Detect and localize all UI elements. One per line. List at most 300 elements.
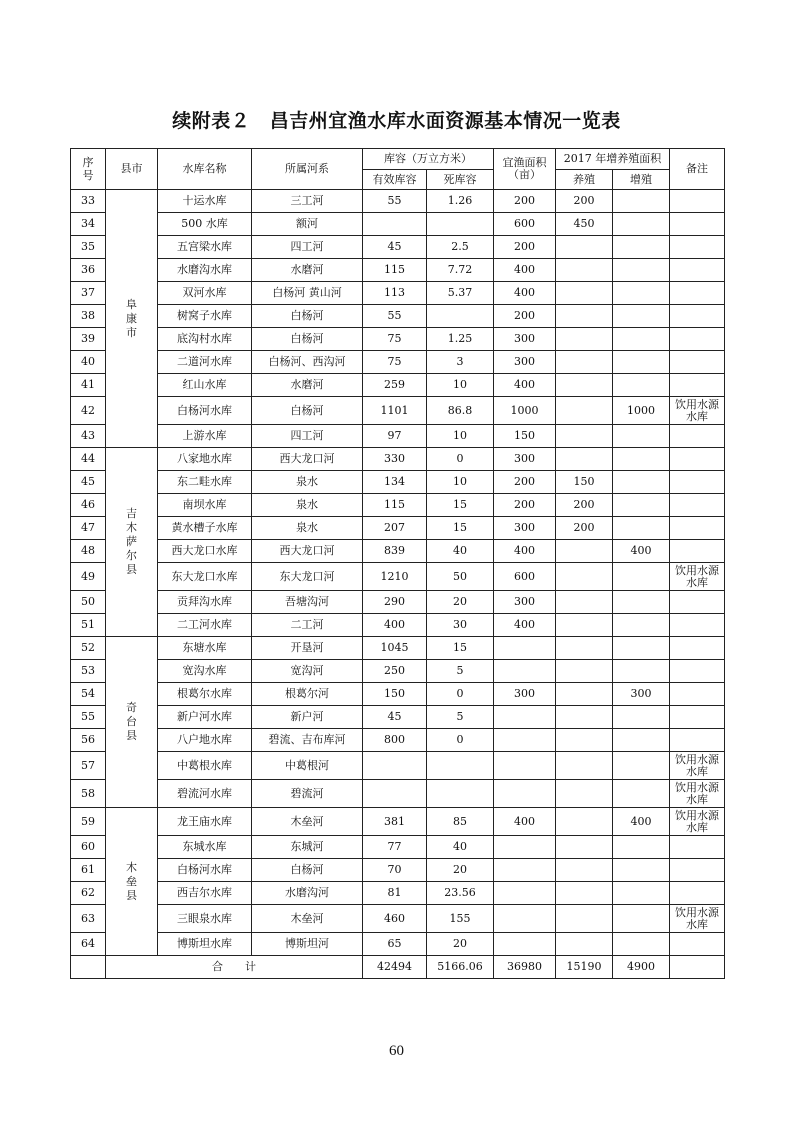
- header-reservoir: 水库名称: [158, 149, 252, 190]
- river-cell: 白杨河、西沟河: [252, 351, 363, 374]
- effective-capacity-cell: 97: [363, 425, 427, 448]
- fishery-area-cell: 600: [494, 563, 556, 591]
- reservoir-name-cell: 白杨河水库: [158, 859, 252, 882]
- culture-area-cell: [556, 752, 613, 780]
- culture-area-cell: 200: [556, 190, 613, 213]
- reservoir-name-cell: 三眼泉水库: [158, 905, 252, 933]
- reservoir-name-cell: 白杨河水库: [158, 397, 252, 425]
- dead-capacity-cell: 20: [427, 859, 494, 882]
- river-cell: 额河: [252, 213, 363, 236]
- effective-capacity-cell: 250: [363, 660, 427, 683]
- note-cell: 饮用水源水库: [670, 563, 725, 591]
- reservoir-name-cell: 500 水库: [158, 213, 252, 236]
- effective-capacity-cell: 1045: [363, 637, 427, 660]
- seq-cell: 48: [71, 540, 106, 563]
- total-area-cell: 36980: [494, 956, 556, 979]
- river-cell: 水磨沟河: [252, 882, 363, 905]
- effective-capacity-cell: 150: [363, 683, 427, 706]
- fishery-area-cell: 150: [494, 425, 556, 448]
- fishery-area-cell: 400: [494, 540, 556, 563]
- effective-capacity-cell: 1101: [363, 397, 427, 425]
- stocking-area-cell: [613, 882, 670, 905]
- culture-area-cell: [556, 540, 613, 563]
- dead-capacity-cell: 85: [427, 808, 494, 836]
- dead-capacity-cell: [427, 752, 494, 780]
- culture-area-cell: [556, 933, 613, 956]
- river-cell: 四工河: [252, 425, 363, 448]
- seq-cell: 61: [71, 859, 106, 882]
- culture-area-cell: [556, 374, 613, 397]
- stocking-area-cell: [613, 448, 670, 471]
- stocking-area-cell: [613, 471, 670, 494]
- seq-cell: 36: [71, 259, 106, 282]
- note-cell: [670, 374, 725, 397]
- seq-cell: 62: [71, 882, 106, 905]
- seq-cell: 49: [71, 563, 106, 591]
- effective-capacity-cell: 460: [363, 905, 427, 933]
- reservoir-name-cell: 东大龙口水库: [158, 563, 252, 591]
- table-row: [71, 563, 725, 591]
- dead-capacity-cell: 10: [427, 425, 494, 448]
- fishery-area-cell: [494, 729, 556, 752]
- table-row: [71, 660, 725, 683]
- stocking-area-cell: [613, 494, 670, 517]
- culture-area-cell: [556, 236, 613, 259]
- fishery-area-cell: [494, 660, 556, 683]
- reservoir-name-cell: 宽沟水库: [158, 660, 252, 683]
- river-cell: 水磨河: [252, 374, 363, 397]
- river-cell: 碧流、吉布库河: [252, 729, 363, 752]
- culture-area-cell: [556, 563, 613, 591]
- header-effective: 有效库容: [363, 170, 427, 190]
- culture-area-cell: [556, 836, 613, 859]
- dead-capacity-cell: 20: [427, 591, 494, 614]
- river-cell: 四工河: [252, 236, 363, 259]
- note-cell: [670, 706, 725, 729]
- effective-capacity-cell: 1210: [363, 563, 427, 591]
- header-capacity: 库容（万立方米）: [363, 149, 494, 170]
- fishery-area-cell: 300: [494, 591, 556, 614]
- culture-area-cell: [556, 808, 613, 836]
- note-cell: [670, 282, 725, 305]
- note-cell: [670, 448, 725, 471]
- reservoir-name-cell: 中葛根水库: [158, 752, 252, 780]
- seq-cell: 57: [71, 752, 106, 780]
- river-cell: 根葛尔河: [252, 683, 363, 706]
- fishery-area-cell: 1000: [494, 397, 556, 425]
- effective-capacity-cell: 77: [363, 836, 427, 859]
- total-label-cell: 合 计: [106, 956, 363, 979]
- culture-area-cell: [556, 905, 613, 933]
- stocking-area-cell: [613, 374, 670, 397]
- fishery-area-cell: [494, 836, 556, 859]
- table-row: [71, 905, 725, 933]
- dead-capacity-cell: 155: [427, 905, 494, 933]
- river-cell: 木垒河: [252, 808, 363, 836]
- note-cell: [670, 517, 725, 540]
- note-cell: [670, 259, 725, 282]
- note-cell: [670, 236, 725, 259]
- table-row: [71, 882, 725, 905]
- note-cell: [670, 305, 725, 328]
- table-row: [71, 236, 725, 259]
- culture-area-cell: [556, 683, 613, 706]
- stocking-area-cell: [613, 213, 670, 236]
- reservoir-name-cell: 龙王庙水库: [158, 808, 252, 836]
- river-cell: 三工河: [252, 190, 363, 213]
- header-seq: 序号: [71, 149, 106, 190]
- effective-capacity-cell: 75: [363, 328, 427, 351]
- total-row: [71, 956, 725, 979]
- effective-capacity-cell: 800: [363, 729, 427, 752]
- fishery-area-cell: [494, 780, 556, 808]
- culture-area-cell: [556, 614, 613, 637]
- dead-capacity-cell: 20: [427, 933, 494, 956]
- reservoir-name-cell: 双河水库: [158, 282, 252, 305]
- dead-capacity-cell: 15: [427, 637, 494, 660]
- effective-capacity-cell: 55: [363, 190, 427, 213]
- effective-capacity-cell: [363, 213, 427, 236]
- header-dead: 死库容: [427, 170, 494, 190]
- note-cell: [670, 540, 725, 563]
- seq-cell: 41: [71, 374, 106, 397]
- table-row: [71, 836, 725, 859]
- reservoir-name-cell: 底沟村水库: [158, 328, 252, 351]
- river-cell: 西大龙口河: [252, 448, 363, 471]
- culture-area-cell: [556, 448, 613, 471]
- reservoir-name-cell: 十运水库: [158, 190, 252, 213]
- table-row: [71, 374, 725, 397]
- stocking-area-cell: 400: [613, 540, 670, 563]
- river-cell: 水磨河: [252, 259, 363, 282]
- note-cell: [670, 591, 725, 614]
- total-dead-cell: 5166.06: [427, 956, 494, 979]
- dead-capacity-cell: 30: [427, 614, 494, 637]
- culture-area-cell: [556, 328, 613, 351]
- table-row: [71, 494, 725, 517]
- seq-cell: 40: [71, 351, 106, 374]
- reservoir-name-cell: 东二畦水库: [158, 471, 252, 494]
- river-cell: 木垒河: [252, 905, 363, 933]
- note-cell: [670, 425, 725, 448]
- fishery-area-cell: 200: [494, 471, 556, 494]
- reservoir-name-cell: 八户地水库: [158, 729, 252, 752]
- river-cell: 白杨河 黄山河: [252, 282, 363, 305]
- table-row: [71, 591, 725, 614]
- note-cell: [670, 190, 725, 213]
- fishery-area-cell: 400: [494, 808, 556, 836]
- river-cell: 开垦河: [252, 637, 363, 660]
- reservoir-name-cell: 水磨沟水库: [158, 259, 252, 282]
- reservoir-name-cell: 新户河水库: [158, 706, 252, 729]
- note-cell: [670, 882, 725, 905]
- effective-capacity-cell: 45: [363, 706, 427, 729]
- note-cell: [670, 637, 725, 660]
- culture-area-cell: [556, 259, 613, 282]
- reservoir-name-cell: 根葛尔水库: [158, 683, 252, 706]
- table-row: [71, 637, 725, 660]
- culture-area-cell: [556, 729, 613, 752]
- culture-area-cell: [556, 305, 613, 328]
- dead-capacity-cell: 0: [427, 448, 494, 471]
- seq-cell: 50: [71, 591, 106, 614]
- effective-capacity-cell: 381: [363, 808, 427, 836]
- stocking-area-cell: [613, 305, 670, 328]
- culture-area-cell: [556, 706, 613, 729]
- seq-cell: 46: [71, 494, 106, 517]
- dead-capacity-cell: 5: [427, 660, 494, 683]
- note-cell: [670, 859, 725, 882]
- note-cell: [670, 351, 725, 374]
- note-cell: [670, 836, 725, 859]
- note-cell: [670, 213, 725, 236]
- stocking-area-cell: [613, 563, 670, 591]
- dead-capacity-cell: 2.5: [427, 236, 494, 259]
- table-row: [71, 706, 725, 729]
- stocking-area-cell: [613, 591, 670, 614]
- stocking-area-cell: [613, 859, 670, 882]
- fishery-area-cell: 400: [494, 259, 556, 282]
- fishery-area-cell: [494, 905, 556, 933]
- reservoir-name-cell: 贡拜沟水库: [158, 591, 252, 614]
- dead-capacity-cell: 15: [427, 494, 494, 517]
- fishery-area-cell: 400: [494, 374, 556, 397]
- total-seq-cell: [71, 956, 106, 979]
- table-row: [71, 397, 725, 425]
- culture-area-cell: [556, 660, 613, 683]
- header-river: 所属河系: [252, 149, 363, 190]
- reservoir-table: [70, 148, 725, 979]
- seq-cell: 56: [71, 729, 106, 752]
- culture-area-cell: [556, 637, 613, 660]
- effective-capacity-cell: 55: [363, 305, 427, 328]
- note-cell: 饮用水源水库: [670, 808, 725, 836]
- stocking-area-cell: [613, 752, 670, 780]
- stocking-area-cell: [613, 190, 670, 213]
- dead-capacity-cell: 5: [427, 706, 494, 729]
- table-row: [71, 859, 725, 882]
- dead-capacity-cell: 40: [427, 836, 494, 859]
- fishery-area-cell: [494, 706, 556, 729]
- effective-capacity-cell: 45: [363, 236, 427, 259]
- note-cell: [670, 614, 725, 637]
- reservoir-name-cell: 五宫梁水库: [158, 236, 252, 259]
- total-culture-cell: 15190: [556, 956, 613, 979]
- note-cell: [670, 933, 725, 956]
- river-cell: 东城河: [252, 836, 363, 859]
- dead-capacity-cell: 50: [427, 563, 494, 591]
- stocking-area-cell: [613, 905, 670, 933]
- dead-capacity-cell: [427, 305, 494, 328]
- dead-capacity-cell: 15: [427, 517, 494, 540]
- effective-capacity-cell: 839: [363, 540, 427, 563]
- county-cell: [106, 190, 158, 448]
- table-title: 续附表２ 昌吉州宜渔水库水面资源基本情况一览表: [172, 110, 621, 132]
- total-effective-cell: 42494: [363, 956, 427, 979]
- table-row: [71, 517, 725, 540]
- dead-capacity-cell: 0: [427, 729, 494, 752]
- seq-cell: 45: [71, 471, 106, 494]
- fishery-area-cell: 300: [494, 683, 556, 706]
- reservoir-name-cell: 碧流河水库: [158, 780, 252, 808]
- seq-cell: 43: [71, 425, 106, 448]
- header-increase: 2017 年增养殖面积: [556, 149, 670, 170]
- header-county: 县市: [106, 149, 158, 190]
- seq-cell: 53: [71, 660, 106, 683]
- table-row: [71, 425, 725, 448]
- note-cell: 饮用水源水库: [670, 780, 725, 808]
- effective-capacity-cell: 65: [363, 933, 427, 956]
- culture-area-cell: 150: [556, 471, 613, 494]
- stocking-area-cell: [613, 517, 670, 540]
- fishery-area-cell: 600: [494, 213, 556, 236]
- effective-capacity-cell: 115: [363, 259, 427, 282]
- header-area: 宜渔面积（亩）: [494, 149, 556, 190]
- dead-capacity-cell: 5.37: [427, 282, 494, 305]
- seq-cell: 35: [71, 236, 106, 259]
- fishery-area-cell: 300: [494, 448, 556, 471]
- total-note-cell: [670, 956, 725, 979]
- fishery-area-cell: 200: [494, 494, 556, 517]
- effective-capacity-cell: 113: [363, 282, 427, 305]
- dead-capacity-cell: 0: [427, 683, 494, 706]
- seq-cell: 58: [71, 780, 106, 808]
- county-name: 奇台县: [126, 701, 137, 742]
- seq-cell: 37: [71, 282, 106, 305]
- note-cell: [670, 328, 725, 351]
- stocking-area-cell: [613, 236, 670, 259]
- culture-area-cell: 200: [556, 517, 613, 540]
- page-number: 60: [389, 1043, 404, 1059]
- reservoir-name-cell: 上游水库: [158, 425, 252, 448]
- table-row: [71, 448, 725, 471]
- seq-cell: 34: [71, 213, 106, 236]
- culture-area-cell: [556, 591, 613, 614]
- county-name: 阜康市: [126, 297, 137, 339]
- reservoir-name-cell: 二工河水库: [158, 614, 252, 637]
- reservoir-name-cell: 红山水库: [158, 374, 252, 397]
- culture-area-cell: [556, 397, 613, 425]
- dead-capacity-cell: 23.56: [427, 882, 494, 905]
- seq-cell: 52: [71, 637, 106, 660]
- table-row: [71, 351, 725, 374]
- fishery-area-cell: 200: [494, 190, 556, 213]
- stocking-area-cell: 1000: [613, 397, 670, 425]
- stocking-area-cell: [613, 780, 670, 808]
- fishery-area-cell: 200: [494, 305, 556, 328]
- dead-capacity-cell: 1.26: [427, 190, 494, 213]
- note-cell: [670, 683, 725, 706]
- river-cell: 白杨河: [252, 305, 363, 328]
- effective-capacity-cell: 400: [363, 614, 427, 637]
- river-cell: 东大龙口河: [252, 563, 363, 591]
- fishery-area-cell: [494, 882, 556, 905]
- seq-cell: 64: [71, 933, 106, 956]
- river-cell: 中葛根河: [252, 752, 363, 780]
- dead-capacity-cell: [427, 213, 494, 236]
- seq-cell: 54: [71, 683, 106, 706]
- culture-area-cell: 200: [556, 494, 613, 517]
- culture-area-cell: [556, 282, 613, 305]
- effective-capacity-cell: 290: [363, 591, 427, 614]
- effective-capacity-cell: 70: [363, 859, 427, 882]
- note-cell: [670, 729, 725, 752]
- stocking-area-cell: [613, 660, 670, 683]
- note-cell: [670, 494, 725, 517]
- dead-capacity-cell: [427, 780, 494, 808]
- river-cell: 吾塘沟河: [252, 591, 363, 614]
- effective-capacity-cell: [363, 752, 427, 780]
- culture-area-cell: 450: [556, 213, 613, 236]
- county-name: 木垒县: [126, 860, 137, 902]
- fishery-area-cell: 200: [494, 236, 556, 259]
- effective-capacity-cell: 81: [363, 882, 427, 905]
- reservoir-name-cell: 西大龙口水库: [158, 540, 252, 563]
- river-cell: 新户河: [252, 706, 363, 729]
- river-cell: 泉水: [252, 494, 363, 517]
- fishery-area-cell: [494, 637, 556, 660]
- stocking-area-cell: [613, 637, 670, 660]
- note-cell: [670, 471, 725, 494]
- culture-area-cell: [556, 425, 613, 448]
- seq-cell: 39: [71, 328, 106, 351]
- effective-capacity-cell: 330: [363, 448, 427, 471]
- fishery-area-cell: 400: [494, 282, 556, 305]
- note-cell: 饮用水源水库: [670, 752, 725, 780]
- seq-cell: 60: [71, 836, 106, 859]
- seq-cell: 55: [71, 706, 106, 729]
- effective-capacity-cell: 115: [363, 494, 427, 517]
- effective-capacity-cell: 75: [363, 351, 427, 374]
- stocking-area-cell: [613, 282, 670, 305]
- stocking-area-cell: [613, 351, 670, 374]
- county-cell: [106, 637, 158, 808]
- dead-capacity-cell: 7.72: [427, 259, 494, 282]
- river-cell: 白杨河: [252, 397, 363, 425]
- river-cell: 泉水: [252, 517, 363, 540]
- river-cell: 博斯坦河: [252, 933, 363, 956]
- total-stock-cell: 4900: [613, 956, 670, 979]
- table-row: [71, 614, 725, 637]
- reservoir-name-cell: 东塘水库: [158, 637, 252, 660]
- seq-cell: 47: [71, 517, 106, 540]
- culture-area-cell: [556, 882, 613, 905]
- dead-capacity-cell: 1.25: [427, 328, 494, 351]
- table-row: [71, 683, 725, 706]
- reservoir-name-cell: 东城水库: [158, 836, 252, 859]
- table-row: [71, 752, 725, 780]
- fishery-area-cell: [494, 859, 556, 882]
- fishery-area-cell: 400: [494, 614, 556, 637]
- seq-cell: 33: [71, 190, 106, 213]
- table-row: [71, 780, 725, 808]
- table-row: [71, 259, 725, 282]
- seq-cell: 44: [71, 448, 106, 471]
- reservoir-name-cell: 博斯坦水库: [158, 933, 252, 956]
- river-cell: 二工河: [252, 614, 363, 637]
- dead-capacity-cell: 3: [427, 351, 494, 374]
- stocking-area-cell: [613, 259, 670, 282]
- river-cell: 白杨河: [252, 328, 363, 351]
- table-body: [71, 190, 725, 979]
- seq-cell: 51: [71, 614, 106, 637]
- effective-capacity-cell: 134: [363, 471, 427, 494]
- effective-capacity-cell: [363, 780, 427, 808]
- river-cell: 白杨河: [252, 859, 363, 882]
- reservoir-name-cell: 树窝子水库: [158, 305, 252, 328]
- dead-capacity-cell: 86.8: [427, 397, 494, 425]
- stocking-area-cell: [613, 706, 670, 729]
